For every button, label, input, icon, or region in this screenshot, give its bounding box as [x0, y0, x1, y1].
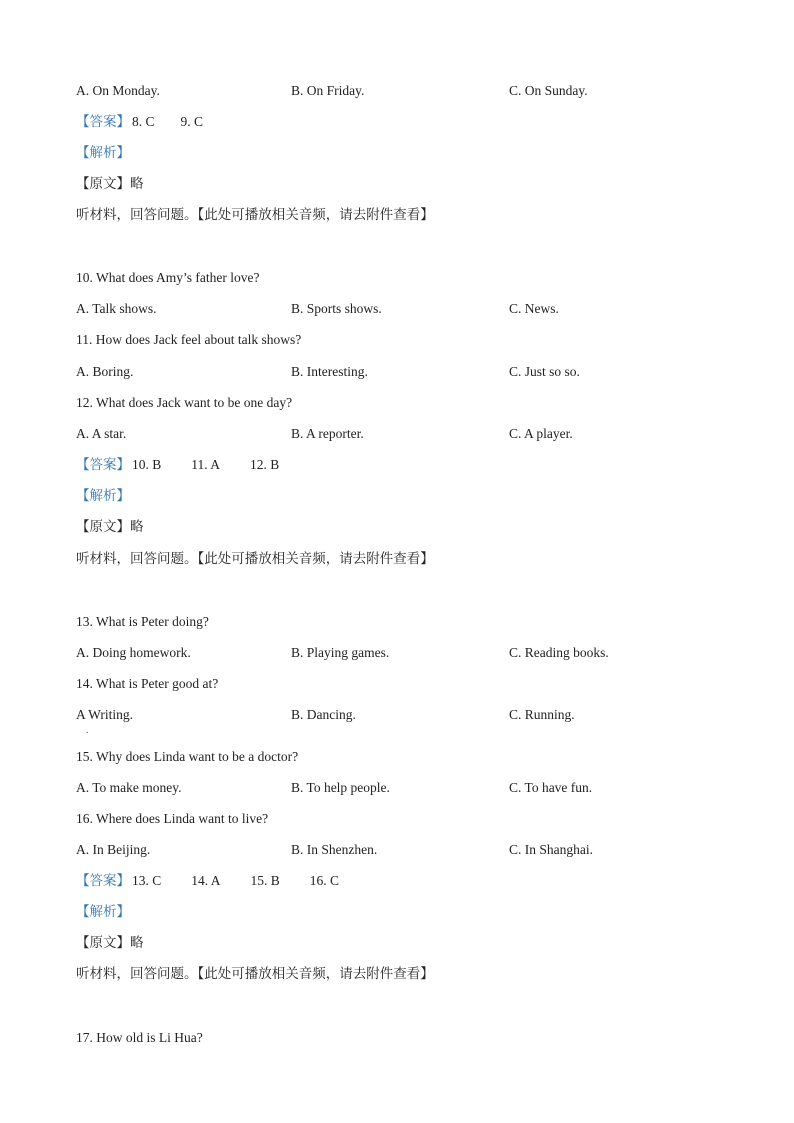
answer-8-9 — [76, 111, 203, 133]
original-tag: 【原文】 — [76, 935, 130, 951]
q10-option-c: C. News. — [509, 301, 559, 316]
q11-stem: 11. How does Jack feel about talk shows? — [76, 332, 302, 347]
q12-option-b: B. A reporter. — [291, 426, 364, 441]
listen-instruction: 听材料，回答问题。【此处可播放相关音频，请去附件查看】 — [76, 966, 434, 982]
q16-option-b: B. In Shenzhen. — [291, 842, 378, 857]
analysis-tag: 【解析】 — [76, 488, 130, 504]
analysis-tag: 【解析】 — [76, 145, 130, 161]
q10-option-a: A. Talk shows. — [76, 301, 157, 316]
listen-instruction: 听材料，回答问题。【此处可播放相关音频，请去附件查看】 — [76, 551, 434, 567]
answer-13-16 — [76, 870, 339, 892]
q13-option-a: A. Doing homework. — [76, 645, 191, 660]
q12-stem: 12. What does Jack want to be one day? — [76, 395, 293, 410]
original-text: 略 — [130, 176, 144, 192]
q13-option-b: B. Playing games. — [291, 645, 390, 660]
q10-stem: 10. What does Amy’s father love? — [76, 270, 260, 285]
original-text: 略 — [130, 519, 144, 535]
answer-item: 16. C — [309, 873, 340, 888]
answer-item: 8. C — [132, 114, 155, 129]
q11-option-c: C. Just so so. — [509, 364, 580, 379]
answer-item: 13. C — [132, 873, 162, 888]
q9-option-c: C. On Sunday. — [509, 83, 588, 98]
q16-stem: 16. Where does Linda want to live? — [76, 811, 269, 826]
q9-option-a: A. On Monday. — [76, 83, 160, 98]
q15-option-c: C. To have fun. — [509, 780, 593, 795]
q13-stem: 13. What is Peter doing? — [76, 614, 209, 629]
answer-item: 12. B — [250, 457, 280, 472]
q16-option-c: C. In Shanghai. — [509, 842, 593, 857]
q9-option-b: B. On Friday. — [291, 83, 365, 98]
original-text-line — [76, 173, 144, 195]
answer-item: 14. A — [191, 873, 221, 888]
answer-item: 9. C — [180, 114, 204, 129]
q14-option-c: C. Running. — [509, 707, 575, 722]
answer-tag: 【答案】 — [76, 873, 130, 889]
q11-option-a: A. Boring. — [76, 364, 134, 379]
answer-item: 15. B — [250, 873, 280, 888]
stray-dot: . — [86, 725, 89, 735]
original-text: 略 — [130, 935, 144, 951]
answer-tag: 【答案】 — [76, 457, 130, 473]
answer-tag: 【答案】 — [76, 114, 130, 130]
answer-10-12 — [76, 454, 279, 476]
q11-option-b: B. Interesting. — [291, 364, 368, 379]
q12-option-a: A. A star. — [76, 426, 127, 441]
q12-option-c: C. A player. — [509, 426, 573, 441]
q14-option-b: B. Dancing. — [291, 707, 356, 722]
original-text-line — [76, 932, 144, 954]
original-text-line — [76, 516, 144, 538]
q15-option-b: B. To help people. — [291, 780, 390, 795]
q14-option-a: A Writing. — [76, 707, 133, 722]
q15-option-a: A. To make money. — [76, 780, 182, 795]
q17-stem: 17. How old is Li Hua? — [76, 1030, 203, 1045]
q13-option-c: C. Reading books. — [509, 645, 609, 660]
answer-item: 11. A — [191, 457, 221, 472]
listen-instruction: 听材料，回答问题。【此处可播放相关音频，请去附件查看】 — [76, 207, 434, 223]
analysis-tag: 【解析】 — [76, 904, 130, 920]
original-tag: 【原文】 — [76, 176, 130, 192]
original-tag: 【原文】 — [76, 519, 130, 535]
q14-stem: 14. What is Peter good at? — [76, 676, 219, 691]
q16-option-a: A. In Beijing. — [76, 842, 151, 857]
q10-option-b: B. Sports shows. — [291, 301, 382, 316]
q15-stem: 15. Why does Linda want to be a doctor? — [76, 749, 299, 764]
answer-item: 10. B — [132, 457, 162, 472]
